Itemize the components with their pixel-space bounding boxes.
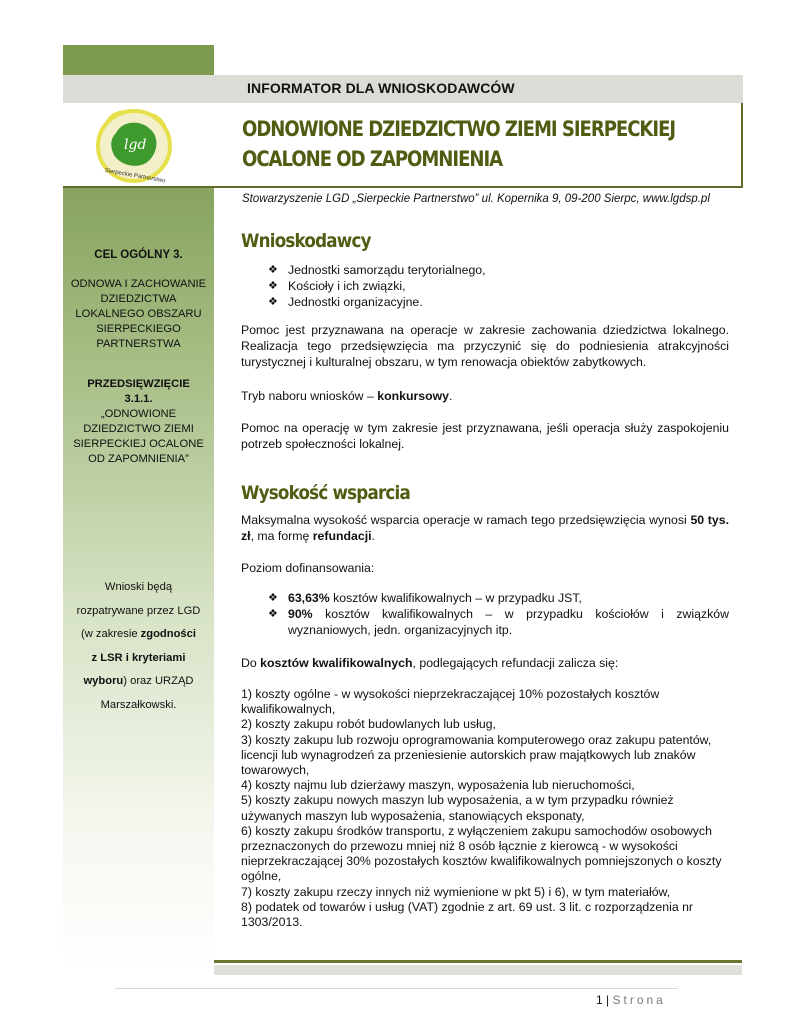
costs-bold: kosztów kwalifikowalnych: [260, 656, 413, 670]
logo-text: lgd: [124, 137, 147, 153]
footer-rule: [214, 960, 742, 963]
note-bold: zgodności: [140, 628, 196, 640]
project-line: „ODNOWIONE: [100, 408, 177, 420]
note-line: rozpatrywane przez LGD: [76, 604, 201, 617]
mode-text: .: [449, 389, 453, 403]
list-item: [268, 606, 729, 638]
note-text: ) oraz URZĄD: [123, 675, 194, 687]
logo-ring-text: Sierpeckie Partnerstwo: [104, 167, 166, 185]
costs-text: Do: [241, 656, 261, 670]
goal-line: SIERPECKIEGO: [96, 323, 181, 335]
eligible-costs-list: [241, 687, 731, 930]
level-value: 63,63%: [288, 591, 330, 605]
title-line-2: OCALONE OD ZAPOMNIENIA: [242, 147, 503, 171]
level-desc: kosztów kwalifikowalnych – w przypadku kościołów i związków wyznaniowych, jedn. organizacyjnych itp.: [288, 607, 729, 637]
project-heading-line: 3.1.1.: [124, 393, 153, 405]
funding-levels: [268, 590, 729, 638]
cost-item: 1) koszty ogólne - w wysokości nieprzekraczającej 10% pozostałych kosztów kwalifikowalnych,: [241, 687, 660, 717]
recruitment-mode: [241, 388, 729, 404]
max-support: [241, 512, 729, 544]
note-line: [63, 670, 214, 694]
cost-item: 8) podatek od towarów i usług (VAT) zgodnie z art. 69 ust. 3 lit. c rozporządzenia nr 1303/2013.: [241, 899, 694, 930]
support-condition: Pomoc na operację w tym zakresie jest przyznawana, jeśli operacja służy zaspokojeniu potrzeb społeczności lokalnej.: [241, 421, 729, 451]
cost-item: 7) koszty zakupu rzeczy innych niż wymienione w pkt 5) i 6), w tym materiałów,: [241, 884, 671, 899]
project-heading-line: PRZEDSIĘWZIĘCIE: [87, 378, 190, 390]
eligible-costs-intro: [241, 655, 729, 671]
level-desc: kosztów kwalifikowalnych – w przypadku JST,: [329, 591, 582, 605]
note-bold: wyboru: [83, 675, 124, 687]
page-word: Strona: [612, 993, 666, 1007]
page-number: [596, 993, 666, 1007]
mode-text: Tryb naboru wniosków –: [241, 389, 378, 403]
max-text: , ma formę: [250, 529, 313, 543]
footer-shadow: [214, 965, 742, 975]
lgd-logo: [88, 103, 180, 185]
cost-item: 3) koszty zakupu lub rozwoju oprogramowania komputerowego oraz zakupu patentów, licencji lub wynagrodzeń za przeniesienie autorskich praw majątkowych lub znaków towarowych,: [241, 732, 712, 778]
costs-text: , podlegających refundacji zalicza się:: [412, 656, 619, 670]
support-heading: Wysokość wsparcia: [241, 482, 410, 504]
page-separator: |: [606, 993, 610, 1007]
list-item: [268, 590, 729, 606]
goal-line: LOKALNEGO OBSZARU: [75, 308, 202, 320]
diamond-bullet-icon: ❖: [268, 296, 278, 308]
list-item: [268, 262, 486, 278]
title-line-1: ODNOWIONE DZIEDZICTWO ZIEMI SIERPECKIEJ: [242, 117, 676, 141]
address-line: Stowarzyszenie LGD „Sierpeckie Partnerstwo” ul. Kopernika 9, 09-200 Sierpc, www.lgdsp.pl: [242, 193, 710, 205]
goal-heading: CEL OGÓLNY 3.: [94, 249, 183, 261]
max-text: .: [371, 529, 375, 543]
cost-item: 2) koszty zakupu robót budowlanych lub usług,: [241, 717, 496, 732]
list-item-text: Kościoły i ich związki,: [288, 279, 406, 293]
applicants-heading: Wnioskodawcy: [241, 230, 371, 252]
goal-line: ODNOWA I ZACHOWANIE: [70, 278, 207, 290]
applicants-list: [268, 262, 486, 310]
project-heading: [63, 377, 214, 407]
project-line: SIERPECKIEJ OCALONE: [73, 438, 204, 450]
footer-separator: [115, 988, 678, 989]
level-value: 90%: [288, 607, 313, 621]
note-line: [63, 623, 214, 647]
banner-title: INFORMATOR DLA WNIOSKODAWCÓW: [247, 80, 515, 96]
diamond-bullet-icon: ❖: [268, 280, 278, 292]
diamond-bullet-icon: ❖: [268, 608, 278, 620]
mode-value: konkursowy: [377, 389, 450, 403]
diamond-bullet-icon: ❖: [268, 264, 278, 276]
project-line: DZIEDZICTWO ZIEMI: [83, 423, 194, 435]
cost-item: 4) koszty najmu lub dzierżawy maszyn, wyposażenia lub nieruchomości,: [241, 778, 635, 793]
page-number-value: 1: [596, 993, 603, 1007]
list-item-text: Jednostki organizacyjne.: [288, 295, 423, 309]
project-line: OD ZAPOMNIENIA”: [88, 453, 189, 465]
note-line: z LSR i kryteriami: [91, 651, 186, 664]
list-item: [268, 294, 486, 310]
project-text: [63, 407, 214, 467]
applicants-description: Pomoc jest przyznawana na operacje w zakresie zachowania dziedzictwa lokalnego. Realizacja tego przedsięwzięcia ma przyczynić się do podniesienia atrakcyjności turystycznej i kulturalnej obszaru, w tym renowacja obiektów zabytkowych.: [241, 323, 729, 369]
level-text: [288, 606, 729, 638]
level-text: [288, 590, 729, 606]
sidebar-note: [63, 576, 214, 717]
page-title: [242, 114, 675, 174]
funding-level-label: Poziom dofinansowania:: [241, 561, 375, 575]
max-value: 50 tys. zł: [241, 513, 729, 543]
note-line: Marszałkowski.: [100, 698, 177, 711]
goal-line: PARTNERSTWA: [96, 338, 181, 350]
cost-item: 6) koszty zakupu środków transportu, z wyłączeniem zakupu samochodów osobowych przeznaczonych do przewozu mniej niż 8 osób łącznie z kierowcą - w wysokości nieprzekraczającej 30% pozostałych kosztów kwalifikowalnych pomniejszonych o koszty ogólne,: [241, 823, 722, 884]
list-item-text: Jednostki samorządu terytorialnego,: [288, 263, 486, 277]
list-item: [268, 278, 486, 294]
goal-line: DZIEDZICTWA: [100, 293, 177, 305]
max-form: refundacji: [312, 529, 372, 543]
goal-text: [63, 277, 214, 352]
max-text: Maksymalna wysokość wsparcia operacje w ramach tego przedsięwzięcia wynosi: [241, 513, 691, 527]
diamond-bullet-icon: ❖: [268, 592, 278, 604]
note-text: (w zakresie: [80, 628, 141, 640]
note-line: Wnioski będą: [104, 581, 173, 593]
cost-item: 5) koszty zakupu nowych maszyn lub wyposażenia, a w tym przypadku również używanych maszyn lub wyposażenia, stanowiących eksponaty,: [241, 793, 674, 823]
